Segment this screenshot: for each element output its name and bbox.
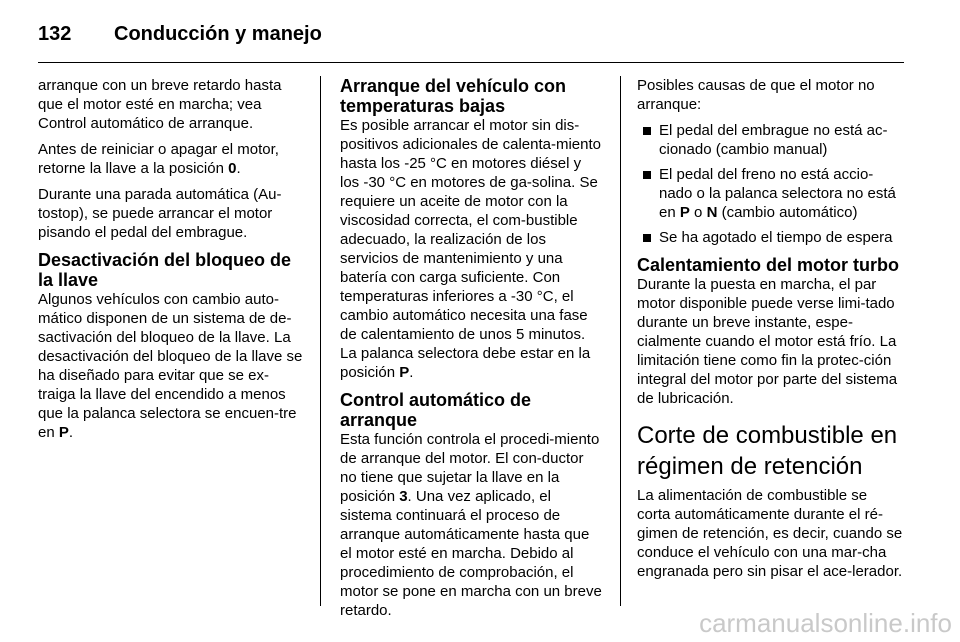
heading-desactivacion-bloqueo: Desactivación del bloqueo de la llave [38, 250, 292, 290]
paragraph-bloqueo-llave: Algunos vehículos con cambio auto-mático disponen de un sistema de de-sactivación del bloqueo de la llave. La desactivación del bloqueo de la llave se ha diseñado para evitar que se ex-traiga la llave del encendido a menos que la palanca selectora se encuen-tre en P. [38, 291, 303, 441]
paragraph-arranque-retardo: arranque con un breve retardo hasta que el motor esté en marcha; vea Control automático de arranque. [38, 77, 282, 132]
paragraph-control-automatico: Esta función controla el procedi-miento de arranque del motor. El con-ductor no tiene que sujetar la llave en la posición 3. Una vez aplicado, el sistema continuará el proceso de arranque automáticamente hasta que el motor esté en marcha. Debido al procedimiento de comprobación, el motor se pone en marcha con un breve retardo. [340, 431, 602, 619]
page-number: 132 [38, 23, 72, 45]
square-bullet-icon [643, 127, 651, 135]
causes-list [637, 121, 903, 247]
list-item: El pedal del embrague no está ac-cionado (cambio manual) [637, 121, 903, 159]
list-item: El pedal del freno no está accio-nado o la palanca selectora no está en P o N (cambio automático) [637, 165, 903, 222]
header-rule [38, 62, 904, 63]
paragraph-corte-combustible: La alimentación de combustible se corta automáticamente durante el ré-gimen de retención, es decir, cuando se conduce el vehículo con una mar-cha engranada pero sin pisar el ace-lerador. [637, 487, 903, 580]
paragraph-reiniciar: Antes de reiniciar o apagar el motor, retorne la llave a la posición 0. [38, 141, 279, 177]
paragraph-posibles-causas: Posibles causas de que el motor no arranque: [637, 77, 875, 113]
paragraph-calentamiento-turbo: Durante la puesta en marcha, el par motor disponible puede verse limi-tado durante un breve instante, espe-cialmente cuando el motor está frío. La limitación tiene como fin la protec-ción integral del motor por parte del sistema de lubricación. [637, 276, 898, 407]
column-divider-2 [620, 76, 621, 606]
page-title: Conducción y manejo [114, 23, 322, 45]
column-middle [340, 76, 602, 627]
square-bullet-icon [643, 234, 651, 242]
square-bullet-icon [643, 171, 651, 179]
paragraph-temperaturas-bajas: Es posible arrancar el motor sin dis-positivos adicionales de calenta-miento hasta los -25 °C en motores diésel y los -30 °C en motores de ga-solina. Se requiere un aceite de motor con la viscosidad correcta, el com-bustible adecuado, la realización de los servicios de mantenimiento y una batería con carga suficiente. Con temperaturas inferiores a -30 °C, el cambio automático necesita una fase de calentamiento de unos 5 minutos. La palanca selectora debe estar en la posición P. [340, 117, 601, 381]
column-left [38, 76, 304, 449]
paragraph-autostop: Durante una parada automática (Au-tostop), se puede arrancar el motor pisando el pedal del embrague. [38, 186, 282, 241]
heading-calentamiento-turbo: Calentamiento del motor turbo [637, 255, 900, 275]
heading-arranque-temperaturas-bajas: Arranque del vehículo con temperaturas bajas [340, 76, 567, 116]
column-divider-1 [320, 76, 321, 606]
list-item: Se ha agotado el tiempo de espera [637, 228, 903, 247]
heading-control-automatico: Control automático de arranque [340, 390, 532, 430]
watermark: carmanualsonline.info [699, 608, 952, 638]
page-header [38, 14, 904, 54]
heading-corte-combustible: Corte de combustible en régimen de retención [637, 422, 898, 480]
column-right [637, 76, 903, 588]
